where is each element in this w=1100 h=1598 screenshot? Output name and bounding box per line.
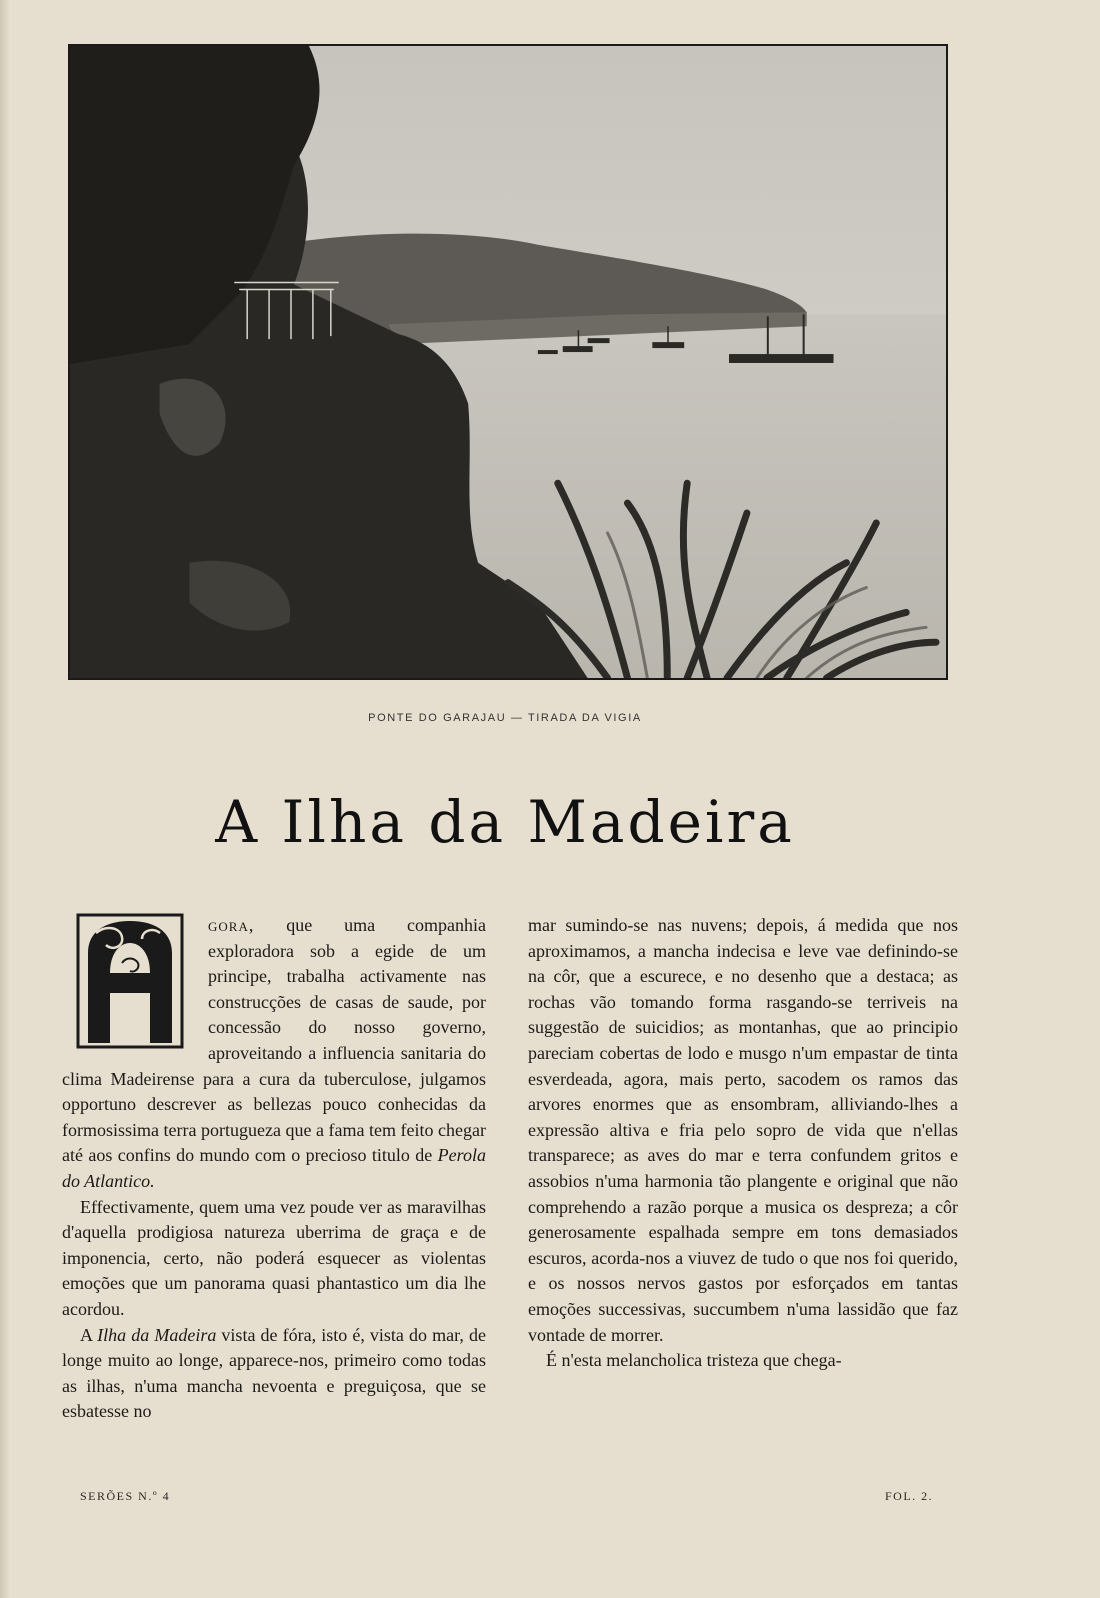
article-title: A Ilha da Madeira (215, 788, 795, 856)
paragraph-5: É n'esta melancholica tristeza que chega- (546, 1350, 842, 1371)
paragraph-3: A Ilha da Madeira vista de fóra, isto é, vista do mar, de longe muito ao longe, apparece-nos, primeiro como todas as ilhas, n'uma mancha nevoenta e preguiçosa, que se esbatesse no (62, 1324, 486, 1422)
footer-issue: SERÕES N.º 4 (80, 1489, 171, 1503)
paragraph-lead: gora, (208, 915, 255, 935)
italic-phrase: Perola do Atlantico. (62, 1145, 486, 1191)
landscape-photo-illustration (70, 46, 946, 678)
right-column (528, 913, 958, 1374)
paragraph-4: mar sumindo-se nas nuvens; depois, á medida que nos aproximamos, a mancha indecisa e leve vae definindo-se na côr, que a escurece, e no desenho que a destaca; as rochas vão tomando forma rasgando-se terriveis na suggestão de suicidios; as montanhas, que ao principio pareciam cobertas de lodo e musgo n'um empastar de tinta esverdeada, agora, mais perto, sacodem os ramos das arvores enormes que as ensombram, alliviando-lhes a expressão altiva e fria pelo sopro de vida que n'ellas transparece; as aves do mar e terra confundem gritos e assobios n'uma harmonia tão plangente e original que não comprehendo a razão porque a musica os despreza; a côr generosamente espalhada sempre em tons demasiados escuros, acorda-nos a viuvez de tudo o que nos foi querido, e os nossos nervos gastos por esforçados em tantas emoções successivas, succumbem n'uma lassidão que faz vontade de morrer. (528, 915, 958, 1345)
paragraph-2: Effectivamente, quem uma vez poude ver as maravilhas d'aquella prodigiosa natureza uberrima de graça e de imponencia, certo, não poderá esquecer as violentas emoções que um panorama quasi phantastico um dia lhe acordou. (62, 1196, 486, 1319)
ornamental-dropcap-a (76, 913, 184, 1049)
paragraph-1: gora, que uma companhia exploradora sob a egide de um principe, trabalha activamente nas construcções de casas de saude, por concessão do nosso governo, aproveitando a influencia sanitaria do clima Madeirense para a cura da tuberculose, julgamos opportuno descrever as bellezas pouco conhecidas da formosissima terra portugueza que a fama tem feito chegar até aos confins do mundo com o precioso titulo de Perola do Atlantico. (62, 915, 486, 1191)
footer-folio: FOL. 2. (885, 1489, 934, 1503)
photo-caption: PONTE DO GARAJAU — TIRADA DA VIGIA (368, 712, 642, 724)
italic-phrase: Ilha da Madeira (97, 1324, 217, 1345)
left-column (62, 913, 486, 1425)
photograph-ponte-do-garajau (68, 44, 948, 680)
